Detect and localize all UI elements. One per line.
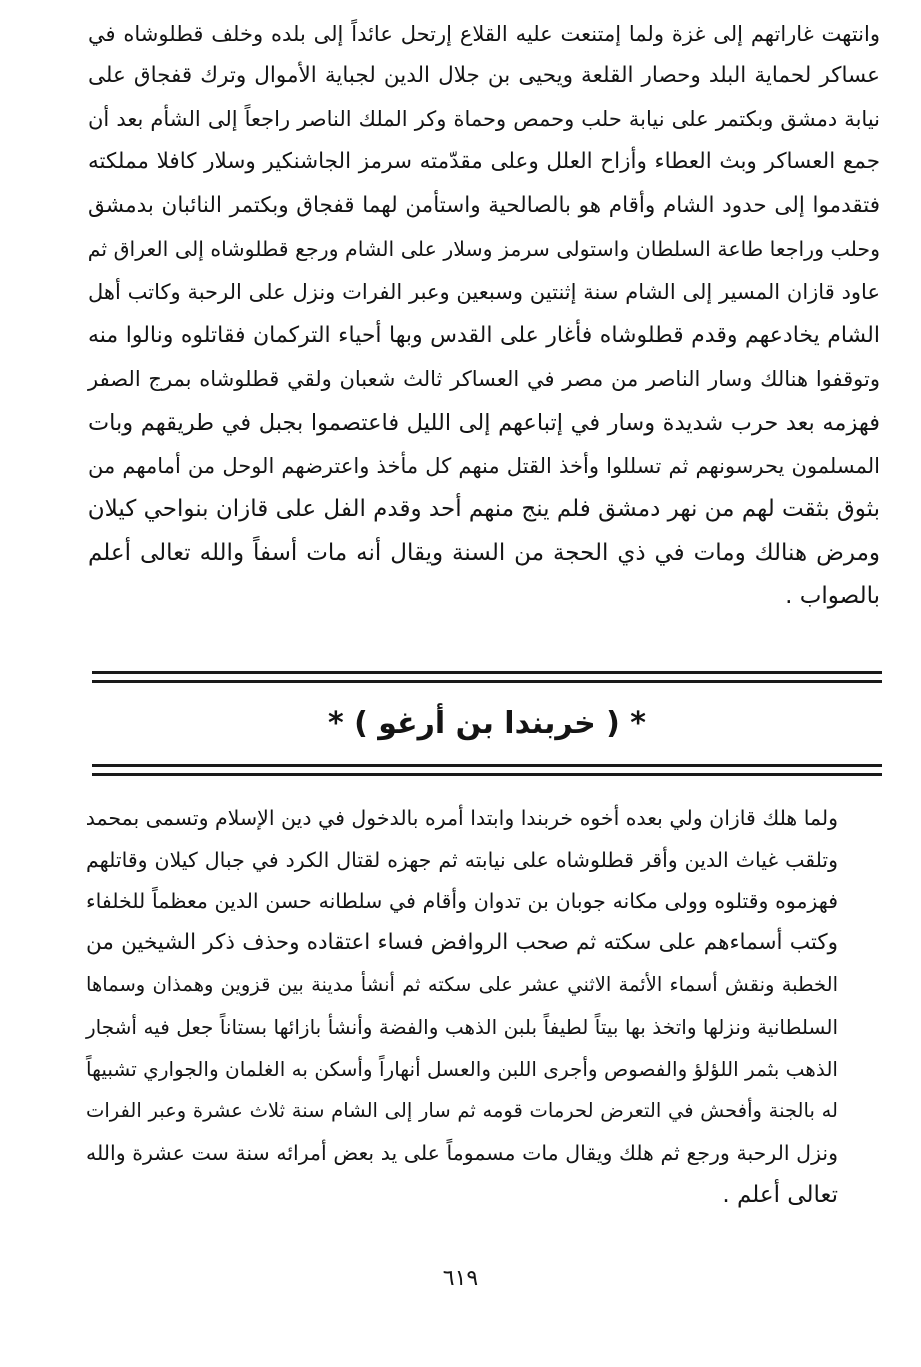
text-line: وتوقفوا هنالك وسار الناصر من مصر في العساكر ثالث شعبان ولقي قطلوشاه بمرج الصفر bbox=[88, 367, 880, 391]
text-line: وحلب وراجعا طاعة السلطان واستولى سرمز وسلار على الشام ورجع قطلوشاه إلى العراق ثم bbox=[87, 237, 880, 261]
text-line: وكتب أسماءهم على سكته ثم صحب الروافض فساء اعتقاده وحذف ذكر الشيخين من bbox=[86, 930, 838, 955]
text-line: فتقدموا إلى حدود الشام وأقام هو بالصالحية واستأمن لهما قفجاق وبكتمر النائبان بدمشق bbox=[88, 193, 880, 218]
text-line: المسلمون يحرسونهم ثم تسللوا وأخذ القتل منهم كل مأخذ واعترضهم الوحل من أمامهم من bbox=[88, 454, 880, 478]
text-line: تعالى أعلم . bbox=[722, 1182, 838, 1208]
page-number: ٦١٩ bbox=[442, 1266, 479, 1291]
text-line: عاود قازان المسير إلى الشام سنة إثنتين وسبعين وعبر الفرات ونزل على الرحبة وكاتب أهل bbox=[88, 280, 880, 304]
text-line: وتلقب غياث الدين وأقر قطلوشاه على نيابته ثم جهزه لقتال الكرد في جبال كيلان وقاتلهم bbox=[86, 848, 838, 872]
text-line: بثوق بثقت لهم من نهر دمشق فلم ينج منهم أحد وقدم الفل على قازان بنواحي كيلان bbox=[87, 496, 880, 522]
text-line: جمع العساكر وبث العطاء وأزاح العلل وعلى مقدّمته سرمز الجاشنكير وسلار كافلا مملكته bbox=[88, 149, 880, 174]
text-line: السلطانية ونزلها واتخذ بها بيتاً لطيفاً بلبن الذهب والفضة وأنشأ بازائها بستاناً جعل فيه أشجار bbox=[86, 1015, 838, 1039]
text-line: فهزمه بعد حرب شديدة وسار في إتباعهم إلى الليل فاعتصموا بجبل في طريقهم وبات bbox=[88, 410, 880, 436]
text-line: ومرض هنالك ومات في ذي الحجة من السنة ويقال أنه مات أسفاً والله تعالى أعلم bbox=[88, 540, 880, 566]
text-line: الشام يخادعهم وقدم قطلوشاه فأغار على القدس وبها أحياء التركمان فقاتلوه ونالوا منه bbox=[88, 323, 880, 348]
text-line: عساكر لحماية البلد وحصار القلعة ويحيى بن جلال الدين لجباية الأموال وترك قفجاق على bbox=[88, 63, 880, 88]
text-line: وانتهت غاراتهم إلى غزة ولما إمتنعت عليه القلاع إرتحل عائداً إلى بلده وخلف قطلوشاه في bbox=[88, 22, 880, 46]
text-line: له بالجنة وأفحش في التعرض لحرمات قومه ثم سار إلى الشام سنة ثلاث عشرة وعبر الفرات bbox=[86, 1099, 838, 1122]
text-line: الخطبة ونقش أسماء الأئمة الاثني عشر على سكته ثم أنشأ مدينة بين قزوين وهمذان وسماها bbox=[86, 973, 838, 996]
text-line: الذهب بثمر اللؤلؤ والفصوص وأجرى اللبن والعسل أنهاراً وأسكن به الغلمان والجواري تشبيهاً bbox=[86, 1057, 838, 1081]
text-line: ولما هلك قازان ولي بعده أخوه خربندا وابتدا أمره بالدخول في دين الإسلام وتسمى بمحمد bbox=[85, 806, 838, 830]
text-line: نيابة دمشق وبكتمر على نيابة حلب وحمص وحماة وكر الملك الناصر راجعاً إلى الشأم بعد أن bbox=[88, 107, 880, 131]
section-heading: * ( خربندا بن أرغو ) * bbox=[328, 706, 646, 741]
text-line: فهزموه وقتلوه وولى مكانه جوبان بن تدوان وأقام في سلطانه حسن الدين معظماً للخلفاء bbox=[86, 889, 838, 913]
text-line: ونزل الرحبة ورجع ثم هلك ويقال مات مسموماً على يد بعض أمرائه سنة ست عشرة والله bbox=[86, 1141, 838, 1165]
text-line: بالصواب . bbox=[785, 583, 880, 609]
